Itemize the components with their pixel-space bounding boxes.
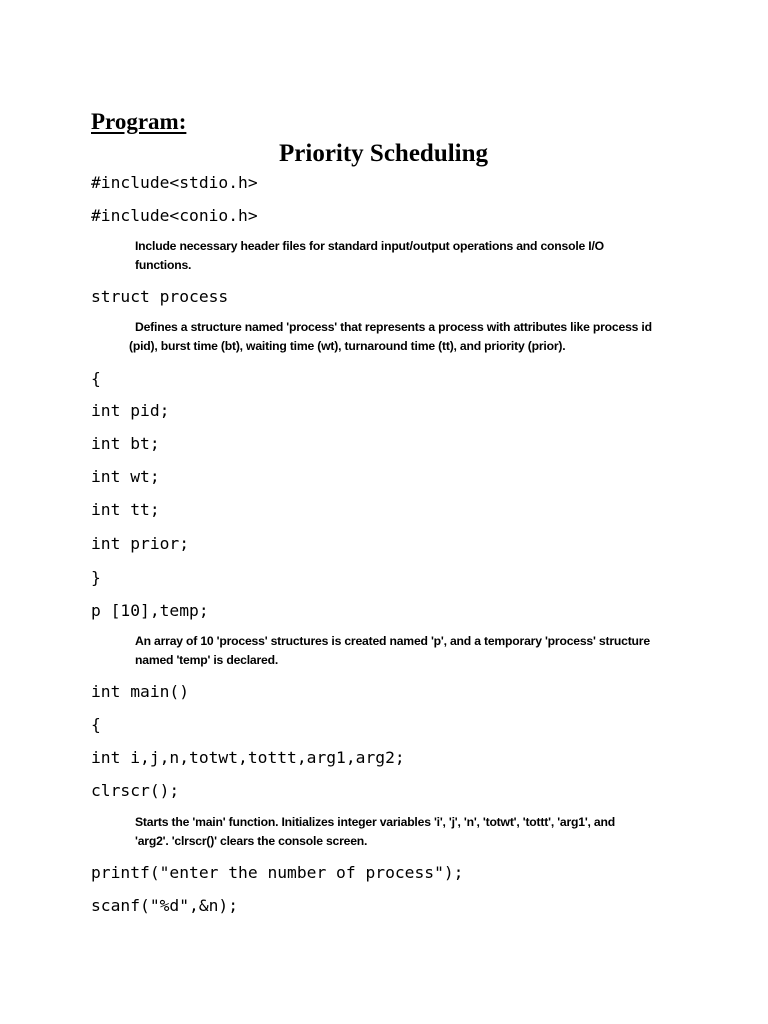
- annotation-line: Starts the 'main' function. Initializes integer variables 'i', 'j', 'n', 'totwt', 'tottt', 'arg1', and: [135, 815, 615, 829]
- code-line-printf: printf("enter the number of process");: [91, 863, 464, 882]
- code-line-int-pid: int pid;: [91, 401, 170, 420]
- annotation-main: [135, 813, 715, 851]
- code-line-clrscr: clrscr();: [91, 781, 180, 800]
- code-line-int-prior: int prior;: [91, 534, 190, 553]
- code-line-include-conio: #include<conio.h>: [91, 206, 258, 225]
- annotation-line: named 'temp' is declared.: [135, 653, 279, 667]
- annotation-line: Include necessary header files for standard input/output operations and console I/O: [135, 239, 604, 253]
- code-line-var-decl: int i,j,n,totwt,tottt,arg1,arg2;: [91, 748, 405, 767]
- code-line-array-decl: p [10],temp;: [91, 601, 209, 620]
- code-line-main-open-brace: {: [91, 715, 101, 734]
- code-line-include-stdio: #include<stdio.h>: [91, 173, 258, 192]
- code-line-int-tt: int tt;: [91, 500, 160, 519]
- annotation-line: (pid), burst time (bt), waiting time (wt), turnaround time (tt), and priority (prior).: [129, 339, 566, 353]
- annotation-struct: [129, 318, 729, 356]
- code-line-scanf: scanf("%d",&n);: [91, 896, 239, 915]
- annotation-line: Defines a structure named 'process' that represents a process with attributes like process id: [135, 320, 652, 334]
- code-line-int-main: int main(): [91, 682, 190, 701]
- annotation-array: [135, 632, 715, 670]
- program-label: Program:: [91, 109, 187, 134]
- code-line-int-bt: int bt;: [91, 434, 160, 453]
- code-line-open-brace: {: [91, 369, 101, 388]
- code-line-int-wt: int wt;: [91, 467, 160, 486]
- annotation-line: 'arg2'. 'clrscr()' clears the console screen.: [135, 834, 368, 848]
- code-line-close-brace: }: [91, 568, 101, 587]
- annotation-includes: [135, 237, 695, 275]
- page-title: Priority Scheduling: [279, 140, 489, 167]
- annotation-line: functions.: [135, 258, 192, 272]
- annotation-line: An array of 10 'process' structures is created named 'p', and a temporary 'process' structure: [135, 634, 650, 648]
- code-line-struct-process: struct process: [91, 287, 229, 306]
